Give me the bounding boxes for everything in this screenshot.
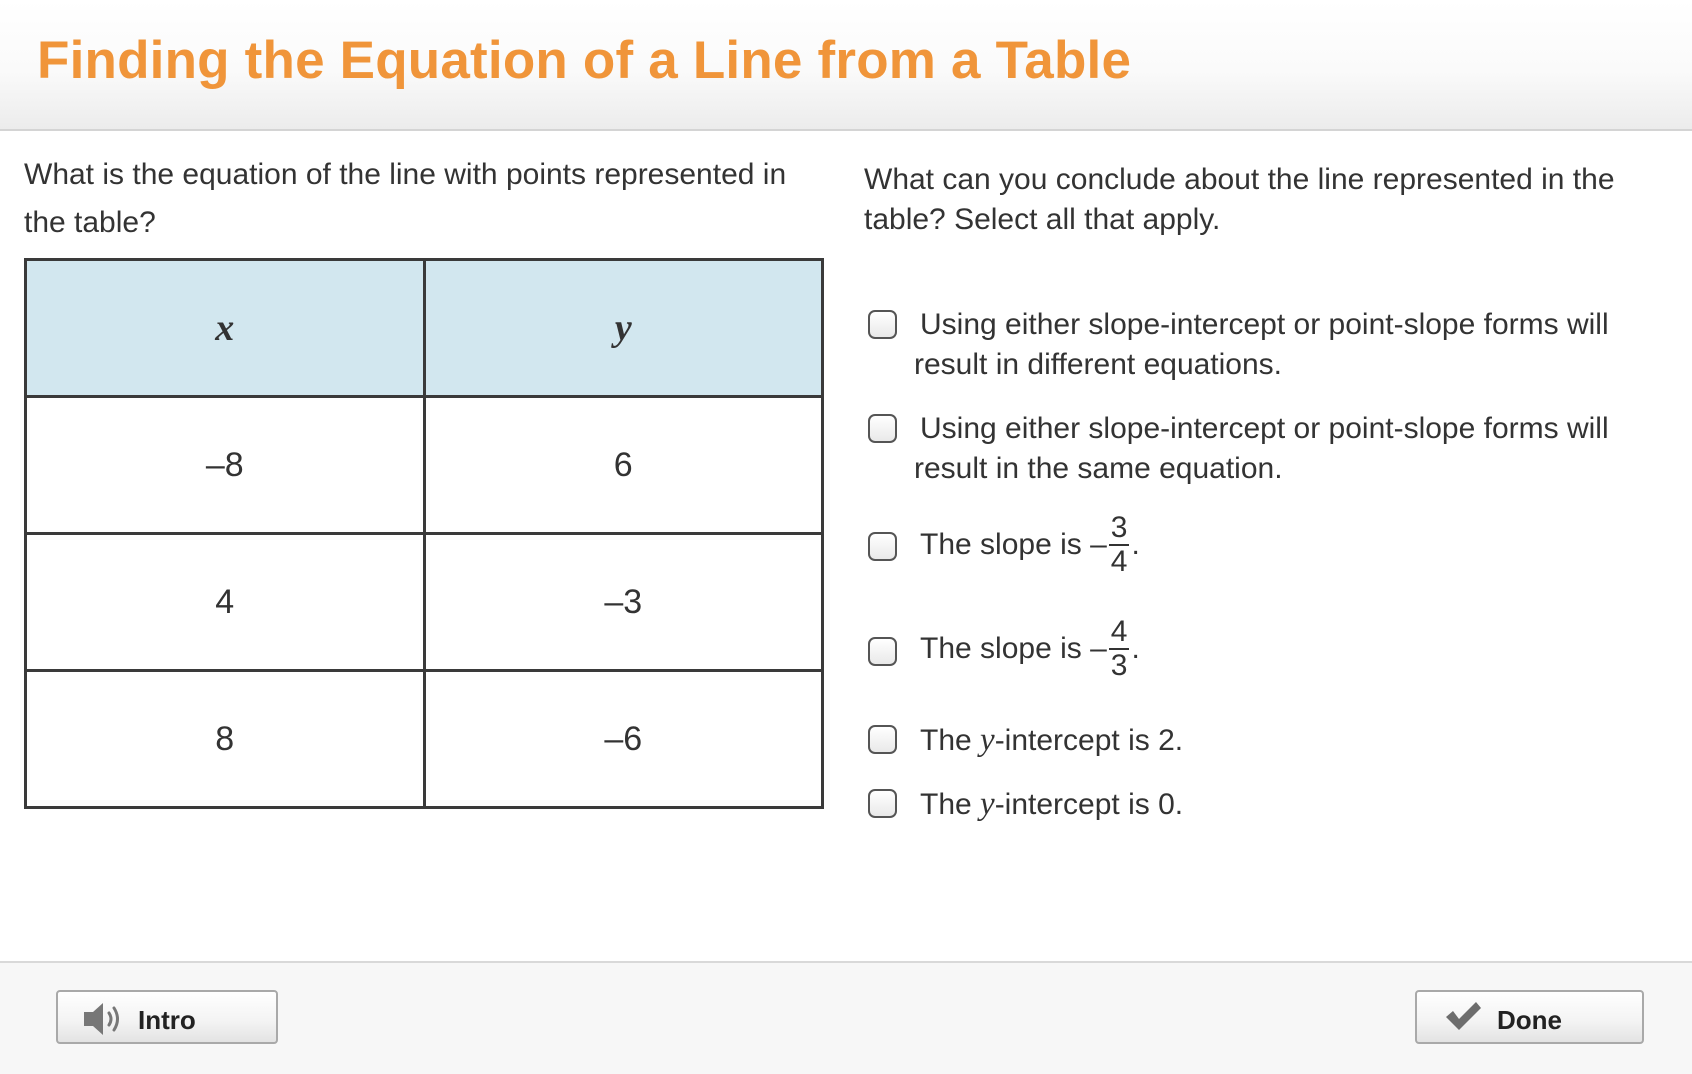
slope-fraction bbox=[1109, 616, 1130, 682]
option-label bbox=[920, 616, 1140, 682]
option-slope-neg-3-4[interactable] bbox=[868, 512, 1668, 584]
option-checkbox[interactable] bbox=[868, 414, 897, 443]
done-label: Done bbox=[1497, 1005, 1562, 1035]
option-checkbox[interactable] bbox=[868, 532, 897, 561]
checkmark-icon bbox=[1443, 999, 1483, 1040]
done-button[interactable] bbox=[1415, 990, 1644, 1044]
slope-suffix: . bbox=[1131, 528, 1140, 561]
table-cell-x: –8 bbox=[26, 397, 425, 534]
option-checkbox[interactable] bbox=[868, 789, 897, 818]
page-title: Finding the Equation of a Line from a Table bbox=[37, 31, 1132, 90]
fraction-numerator: 3 bbox=[1110, 511, 1128, 544]
xy-table bbox=[24, 258, 824, 809]
footer-bar bbox=[0, 963, 1692, 1074]
table-cell-y: –6 bbox=[424, 671, 823, 808]
intercept-suffix: -intercept is 0. bbox=[994, 788, 1184, 821]
table-header-row bbox=[26, 260, 823, 397]
option-label bbox=[920, 784, 1183, 825]
option-y-intercept-0[interactable] bbox=[868, 784, 1668, 826]
table-row bbox=[26, 671, 823, 808]
conclusion-question: What can you conclude about the line represented in the table? Select all that apply. bbox=[864, 163, 1615, 236]
intercept-suffix: -intercept is 2. bbox=[994, 724, 1184, 757]
table-header-x: x bbox=[26, 260, 425, 397]
option-label bbox=[920, 720, 1183, 761]
option-label bbox=[920, 512, 1140, 578]
fraction-denominator: 3 bbox=[1110, 649, 1128, 682]
fraction-numerator: 4 bbox=[1110, 615, 1128, 648]
table-question: What is the equation of the line with points represented in the table? bbox=[24, 158, 787, 239]
slope-fraction bbox=[1109, 512, 1130, 578]
option-slope-neg-4-3[interactable] bbox=[868, 616, 1668, 688]
option-checkbox[interactable] bbox=[868, 310, 897, 339]
fraction-denominator: 4 bbox=[1110, 545, 1128, 578]
option-label: Using either slope-intercept or point-slope forms will result in the same equation. bbox=[914, 412, 1609, 485]
slope-prefix: The slope is – bbox=[920, 528, 1107, 561]
table-row bbox=[26, 397, 823, 534]
header-bar bbox=[0, 0, 1692, 131]
option-checkbox[interactable] bbox=[868, 725, 897, 754]
speaker-icon bbox=[82, 1000, 126, 1045]
option-same-equation[interactable] bbox=[868, 409, 1668, 489]
intro-button[interactable] bbox=[56, 990, 278, 1044]
intro-label: Intro bbox=[138, 1005, 196, 1035]
slope-prefix: The slope is – bbox=[920, 632, 1107, 665]
table-row bbox=[26, 534, 823, 671]
option-checkbox[interactable] bbox=[868, 637, 897, 666]
intercept-variable: y bbox=[980, 722, 995, 758]
slope-suffix: . bbox=[1131, 632, 1140, 665]
table-cell-x: 4 bbox=[26, 534, 425, 671]
option-different-equations[interactable] bbox=[868, 305, 1668, 385]
intercept-prefix: The bbox=[920, 788, 981, 821]
option-y-intercept-2[interactable] bbox=[868, 720, 1668, 762]
table-cell-x: 8 bbox=[26, 671, 425, 808]
option-label: Using either slope-intercept or point-slope forms will result in different equations. bbox=[914, 308, 1609, 381]
table-cell-y: 6 bbox=[424, 397, 823, 534]
table-cell-y: –3 bbox=[424, 534, 823, 671]
table-header-y: y bbox=[424, 260, 823, 397]
intercept-prefix: The bbox=[920, 724, 981, 757]
intercept-variable: y bbox=[980, 786, 995, 822]
